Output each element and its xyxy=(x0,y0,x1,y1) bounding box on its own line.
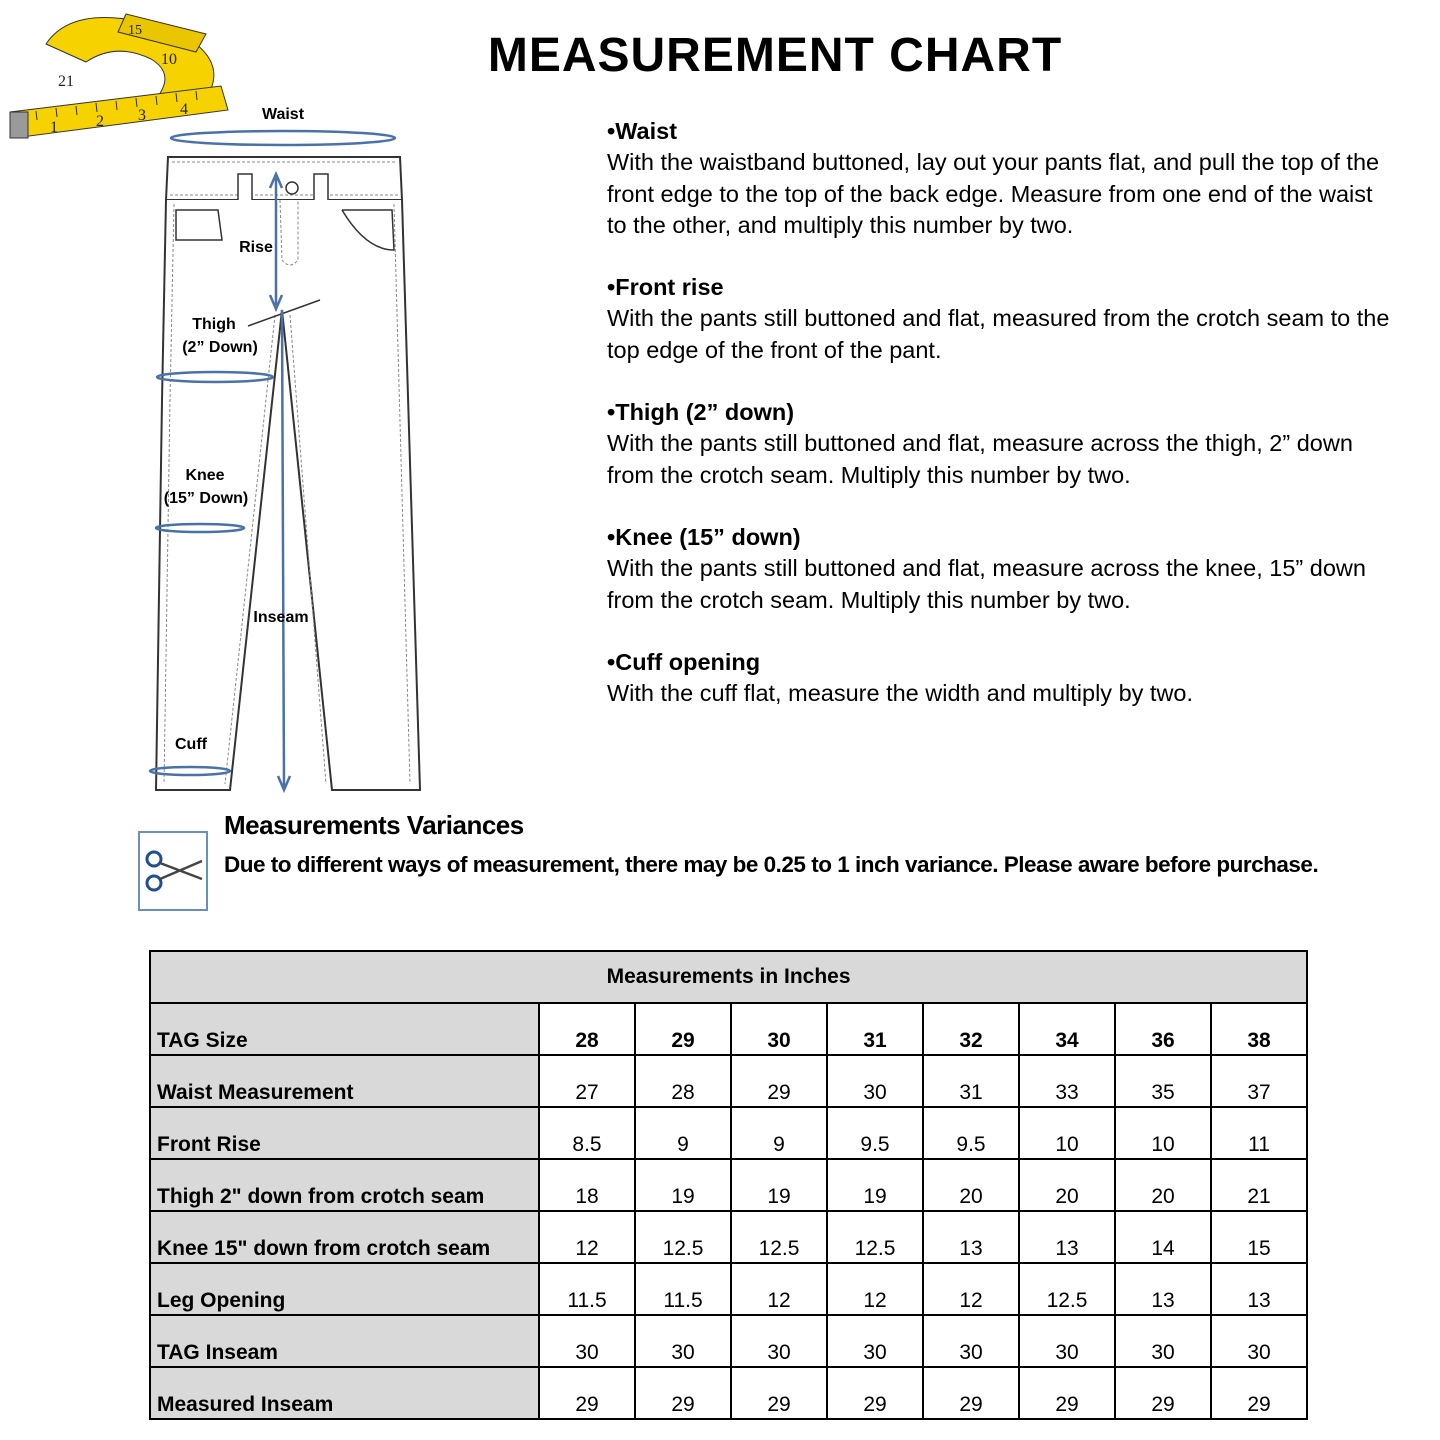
table-cell: 29 xyxy=(827,1367,923,1419)
table-cell: 30 xyxy=(1115,1315,1211,1367)
table-row xyxy=(150,1315,1307,1367)
instruction-heading: •Front rise xyxy=(607,274,724,301)
table-cell: 29 xyxy=(1115,1367,1211,1419)
table-row xyxy=(150,1367,1307,1419)
table-row xyxy=(150,1211,1307,1263)
table-cell: 13 xyxy=(1019,1211,1115,1263)
size-table xyxy=(149,950,1308,1420)
waist-label: Waist xyxy=(261,106,305,123)
table-cell: 12 xyxy=(923,1263,1019,1315)
size-header: 31 xyxy=(827,1003,923,1055)
tape-number: 2 xyxy=(96,113,104,130)
table-cell: 8.5 xyxy=(539,1107,635,1159)
rise-label: Rise xyxy=(239,239,273,256)
table-cell: 33 xyxy=(1019,1055,1115,1107)
table-cell: 19 xyxy=(731,1159,827,1211)
thigh-sub-label: (2” Down) xyxy=(182,339,258,356)
size-header: 28 xyxy=(539,1003,635,1055)
instruction-body: With the pants still buttoned and flat, measure across the thigh, 2” down from the crotch seam. Multiply this number by two. xyxy=(607,430,1353,488)
table-cell: 9 xyxy=(731,1107,827,1159)
instruction-waist xyxy=(607,116,1397,241)
table-cell: 37 xyxy=(1211,1055,1307,1107)
table-cell: 12 xyxy=(539,1211,635,1263)
pants-diagram xyxy=(130,100,430,800)
row-label: Leg Opening xyxy=(150,1263,539,1315)
table-cell: 29 xyxy=(635,1367,731,1419)
table-cell: 18 xyxy=(539,1159,635,1211)
tape-number: 4 xyxy=(180,101,188,118)
table-cell: 13 xyxy=(1211,1263,1307,1315)
instruction-body: With the pants still buttoned and flat, measured from the crotch seam to the top edge of the front of the pant. xyxy=(607,305,1390,363)
instruction-knee xyxy=(607,522,1397,616)
table-cell: 12 xyxy=(827,1263,923,1315)
table-cell: 9.5 xyxy=(827,1107,923,1159)
table-cell: 11 xyxy=(1211,1107,1307,1159)
table-caption: Measurements in Inches xyxy=(150,951,1307,1003)
table-cell: 19 xyxy=(827,1159,923,1211)
tape-number: 10 xyxy=(161,51,177,68)
measurement-instructions xyxy=(607,116,1397,740)
knee-label: Knee xyxy=(185,467,225,484)
table-cell: 11.5 xyxy=(539,1263,635,1315)
instruction-body: With the cuff flat, measure the width and multiply by two. xyxy=(607,680,1194,707)
table-cell: 12.5 xyxy=(731,1211,827,1263)
row-label: Front Rise xyxy=(150,1107,539,1159)
table-cell: 12.5 xyxy=(635,1211,731,1263)
inseam-label: Inseam xyxy=(253,609,309,626)
tape-number: 21 xyxy=(58,73,74,90)
cuff-label: Cuff xyxy=(175,736,207,753)
table-cell: 20 xyxy=(1019,1159,1115,1211)
variance-title: Measurements Variances xyxy=(224,810,524,840)
table-cell: 27 xyxy=(539,1055,635,1107)
instruction-cuff xyxy=(607,647,1397,710)
row-label: Knee 15" down from crotch seam xyxy=(150,1211,539,1263)
table-cell: 31 xyxy=(923,1055,1019,1107)
table-cell: 30 xyxy=(1019,1315,1115,1367)
table-cell: 21 xyxy=(1211,1159,1307,1211)
tape-number: 3 xyxy=(138,107,146,124)
size-header: 38 xyxy=(1211,1003,1307,1055)
table-cell: 15 xyxy=(1211,1211,1307,1263)
instruction-heading: •Knee (15” down) xyxy=(607,523,801,550)
instruction-heading: •Waist xyxy=(607,118,678,144)
scissors-icon xyxy=(138,831,208,911)
row-label: Measured Inseam xyxy=(150,1367,539,1419)
table-row xyxy=(150,1055,1307,1107)
pants-outline xyxy=(130,100,430,800)
row-label: Waist Measurement xyxy=(150,1055,539,1107)
variance-text: Due to different ways of measurement, there may be 0.25 to 1 inch variance. Please aware before purchase. xyxy=(224,852,1319,877)
row-label: TAG Inseam xyxy=(150,1315,539,1367)
table-cell: 30 xyxy=(539,1315,635,1367)
instruction-thigh xyxy=(607,397,1397,491)
tape-number: 1 xyxy=(50,119,58,136)
table-cell: 29 xyxy=(923,1367,1019,1419)
instruction-heading: •Cuff opening xyxy=(607,648,761,675)
table-row xyxy=(150,1159,1307,1211)
size-header: 30 xyxy=(731,1003,827,1055)
page-title: MEASUREMENT CHART xyxy=(487,29,1063,82)
table-cell: 13 xyxy=(1115,1263,1211,1315)
table-cell: 12.5 xyxy=(827,1211,923,1263)
table-cell: 19 xyxy=(635,1159,731,1211)
row-label: Thigh 2" down from crotch seam xyxy=(150,1159,539,1211)
table-cell: 29 xyxy=(1019,1367,1115,1419)
table-cell: 29 xyxy=(731,1055,827,1107)
table-cell: 30 xyxy=(827,1055,923,1107)
table-header-row xyxy=(150,1003,1307,1055)
size-header: 32 xyxy=(923,1003,1019,1055)
table-cell: 14 xyxy=(1115,1211,1211,1263)
table-cell: 30 xyxy=(731,1315,827,1367)
size-header: 34 xyxy=(1019,1003,1115,1055)
table-cell: 30 xyxy=(827,1315,923,1367)
table-cell: 12 xyxy=(731,1263,827,1315)
table-cell: 10 xyxy=(1019,1107,1115,1159)
table-cell: 35 xyxy=(1115,1055,1211,1107)
table-cell: 29 xyxy=(731,1367,827,1419)
table-cell: 12.5 xyxy=(1019,1263,1115,1315)
thigh-label: Thigh xyxy=(192,316,236,333)
instruction-front-rise xyxy=(607,272,1397,366)
table-cell: 30 xyxy=(635,1315,731,1367)
knee-sub-label: (15” Down) xyxy=(163,490,249,507)
table-cell: 20 xyxy=(1115,1159,1211,1211)
table-cell: 30 xyxy=(923,1315,1019,1367)
table-header-label: TAG Size xyxy=(150,1003,539,1055)
table-cell: 28 xyxy=(635,1055,731,1107)
table-cell: 11.5 xyxy=(635,1263,731,1315)
table-cell: 29 xyxy=(539,1367,635,1419)
table-caption-row xyxy=(150,951,1307,1003)
table-cell: 20 xyxy=(923,1159,1019,1211)
table-row xyxy=(150,1107,1307,1159)
table-cell: 10 xyxy=(1115,1107,1211,1159)
instruction-heading: •Thigh (2” down) xyxy=(607,399,795,426)
size-header: 36 xyxy=(1115,1003,1211,1055)
instruction-body: With the pants still buttoned and flat, measure across the knee, 15” down from the crotch seam. Multiply this number by two. xyxy=(607,555,1366,613)
table-cell: 9 xyxy=(635,1107,731,1159)
table-row xyxy=(150,1263,1307,1315)
table-cell: 30 xyxy=(1211,1315,1307,1367)
table-cell: 13 xyxy=(923,1211,1019,1263)
size-header: 29 xyxy=(635,1003,731,1055)
table-cell: 29 xyxy=(1211,1367,1307,1419)
instruction-body: With the waistband buttoned, lay out your pants flat, and pull the top of the front edge to the top of the back edge. Measure from one end of the waist to the other, and multiply this number by two. xyxy=(607,149,1380,238)
tape-number: 15 xyxy=(128,23,142,38)
table-cell: 9.5 xyxy=(923,1107,1019,1159)
